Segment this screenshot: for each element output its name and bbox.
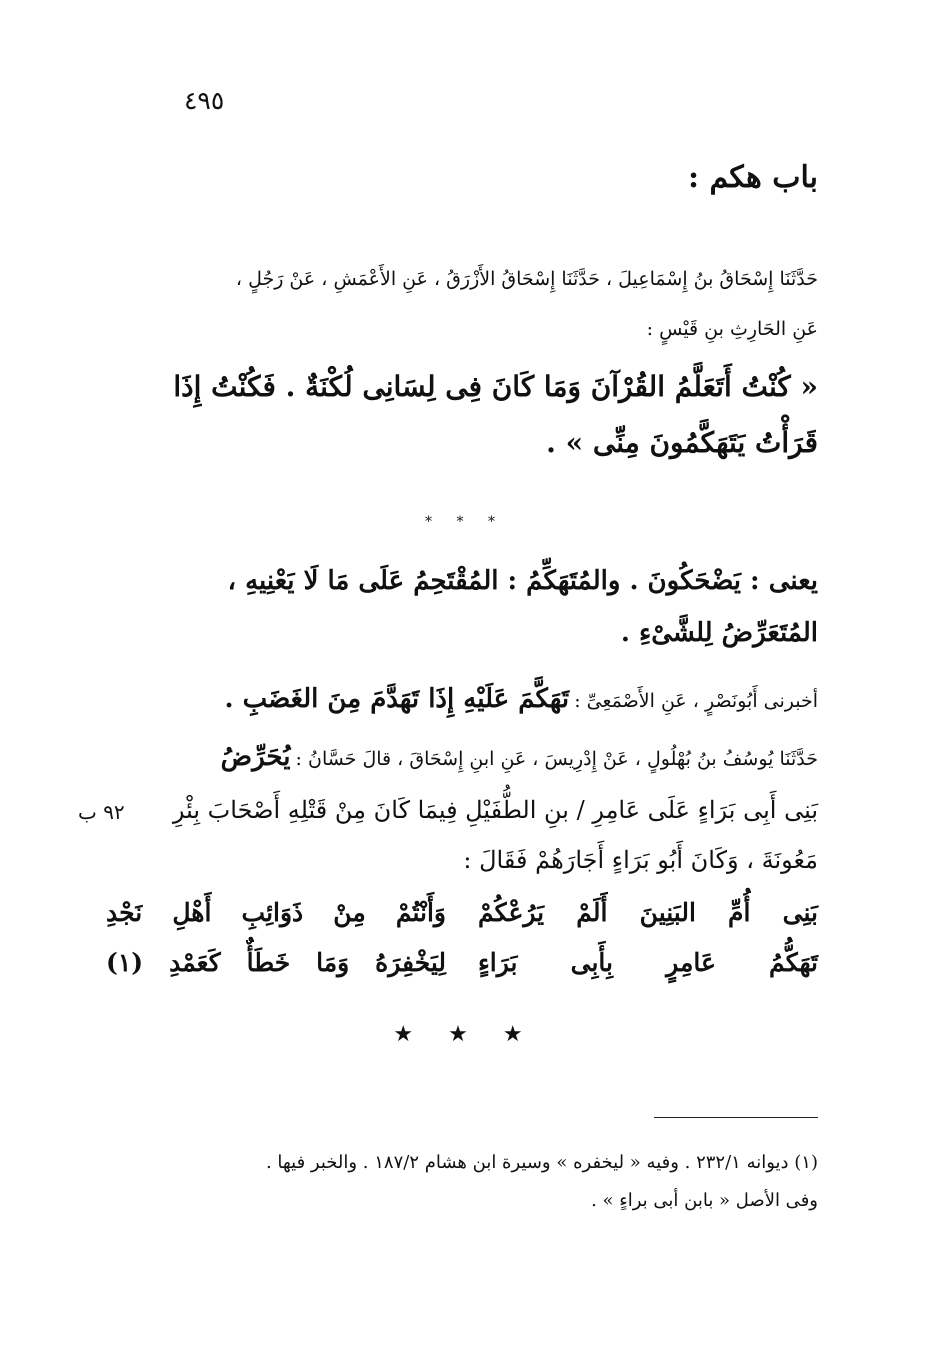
explanation-line-1: يعنى : يَضْحَكُونَ . والمُتَهَكِّمُ : المُقْتَحِمُ عَلَى مَا لَا يَعْنِيهِ ، — [227, 566, 818, 596]
page-number: ٤٩٥ — [184, 86, 225, 115]
poem-verse-1 — [106, 898, 818, 927]
quote-line-2: قَرَأْتُ يَتَهَكَّمُونَ مِنِّى » . — [546, 426, 818, 459]
poem-verse-2-first: تَهَكُّمُ عَامِرٍ بِأَبِى بَرَاءٍ — [478, 948, 818, 977]
explanation-line-2: المُتَعَرِّضُ لِلشَّىْءِ . — [620, 618, 818, 648]
poem-verse-2 — [106, 948, 818, 977]
quote-line-1: « كُنْتُ أَتَعَلَّمُ القُرْآنَ وَمَا كَانَ فِى لِسَانِى لُكْنَةٌ . فَكُنْتُ إِذَا — [173, 370, 818, 403]
margin-note: ٩٢ ب — [78, 800, 125, 824]
isnad-line-2: عَنِ الحَارِثِ بنِ قَيْسٍ : — [646, 318, 818, 340]
isnad-2-line — [221, 742, 818, 772]
poem-verse-2-second: لِيَخْفِرَهُ وَمَا خَطَأٌ كَعَمْدِ (١) — [106, 948, 446, 977]
narrative-line-2: مَعُونَةَ ، وَكَانَ أَبُو بَرَاءٍ أَجَارَهُمْ فَقَالَ : — [463, 846, 818, 874]
isnad-line-1: حَدَّثَنَا إِسْحَاقُ بنُ إِسْمَاعِيلَ ، حَدَّثَنَا إِسْحَاقُ الأَزْرَقُ ، عَنِ الأَعْمَشِ ، عَنْ رَجُلٍ ، — [235, 268, 818, 290]
asmai-line — [225, 684, 819, 714]
isnad-2-lead: حَدَّثَنَا يُوسُفُ بنُ بُهْلُولٍ ، عَنْ إِدْرِيسَ ، عَنِ ابنِ إِسْحَاقَ ، قالَ حَسَّانُ : — [295, 748, 818, 770]
separator-big: ★ ★ ★ — [393, 1022, 537, 1047]
isnad-2-text: يُحَرِّضُ — [220, 742, 291, 772]
separator-small: * * * — [425, 514, 505, 530]
poem-verse-1-first: بَنِى أُمِّ البَنِينَ أَلَمْ يَرُعْكُمْ — [478, 898, 818, 927]
poem-verse-1-second: وَأَنْتُمْ مِنْ ذَوَائِبِ أَهْلِ نَجْدِ — [106, 898, 446, 927]
asmai-lead: أخبرنى أَبُونَصْرٍ ، عَنِ الأَصْمَعِىِّ : — [574, 690, 818, 712]
narrative-line-1: بَنِى أَبِى بَرَاءٍ عَلَى عَامِرِ / بنِ الطُّفَيْلِ فِيمَا كَانَ مِنْ قَتْلِهِ أَصْحَابَ بِئْرِ — [172, 796, 818, 824]
footnote-line-1: (١) ديوانه ٢٣٢/١ . وفيه « ليخفره » وسيرة ابن هشام ١٨٧/٢ . والخبر فيها . — [265, 1152, 818, 1173]
chapter-title: باب هكم : — [687, 160, 818, 195]
footnote-divider — [654, 1117, 818, 1118]
footnote-line-2: وفى الأصل « بابن أبى براءٍ » . — [591, 1190, 818, 1211]
asmai-text: تَهَكَّمَ عَلَيْهِ إِذَا تَهَدَّمَ مِنَ الغَضَبِ . — [224, 684, 570, 714]
